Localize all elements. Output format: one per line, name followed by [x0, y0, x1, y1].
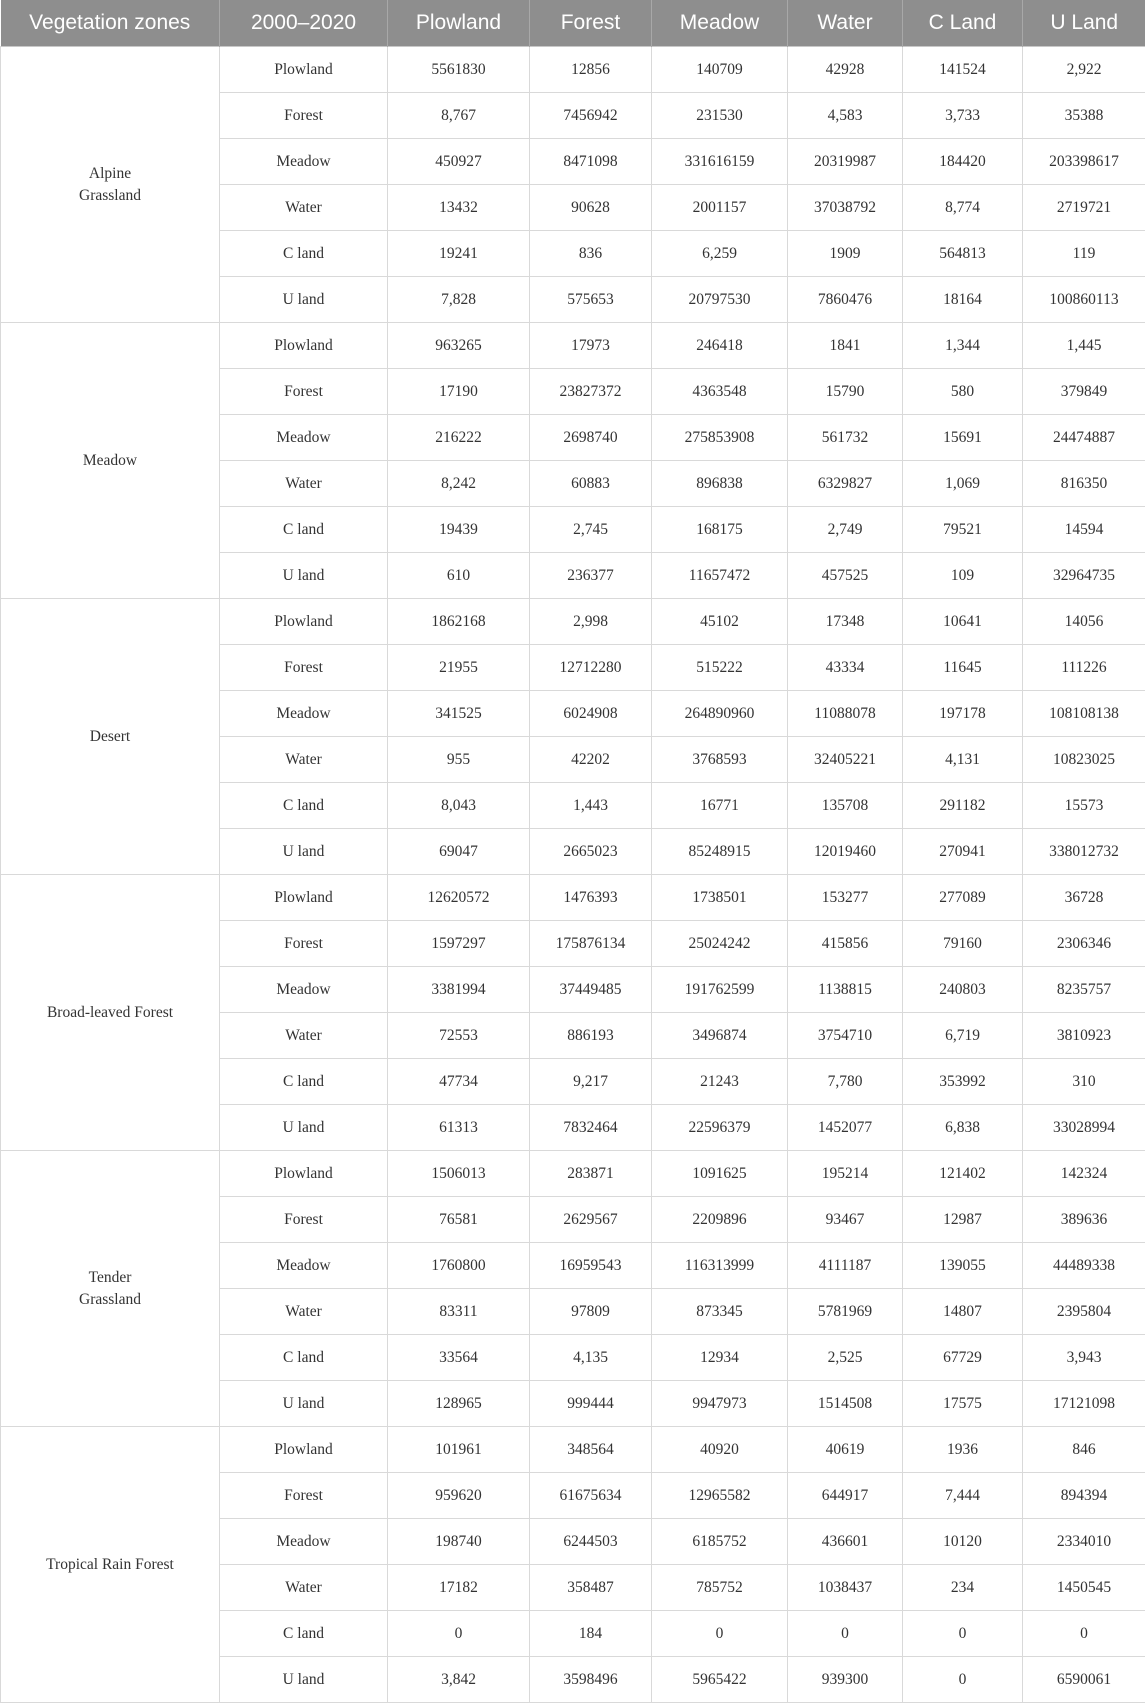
transition-value-cell: 846 — [1023, 1427, 1145, 1473]
source-land-type: C land — [220, 1059, 388, 1105]
source-land-type: Meadow — [220, 139, 388, 185]
transition-value-cell: 873345 — [652, 1289, 788, 1335]
source-land-type: Plowland — [220, 1151, 388, 1197]
transition-value-cell: 10120 — [903, 1519, 1023, 1565]
transition-value-cell: 2,998 — [530, 599, 652, 645]
transition-value-cell: 1760800 — [388, 1243, 530, 1289]
transition-value-cell: 1,344 — [903, 323, 1023, 369]
transition-value-cell: 2665023 — [530, 829, 652, 875]
transition-value-cell: 2,922 — [1023, 47, 1145, 93]
transition-value-cell: 236377 — [530, 553, 652, 599]
source-land-type: Forest — [220, 921, 388, 967]
transition-value-cell: 0 — [788, 1611, 903, 1657]
transition-value-cell: 246418 — [652, 323, 788, 369]
transition-value-cell: 9,217 — [530, 1059, 652, 1105]
source-land-type: U land — [220, 1105, 388, 1151]
transition-value-cell: 47734 — [388, 1059, 530, 1105]
transition-value-cell: 35388 — [1023, 93, 1145, 139]
transition-value-cell: 2698740 — [530, 415, 652, 461]
table-body — [1, 47, 1145, 1703]
transition-value-cell: 7456942 — [530, 93, 652, 139]
transition-value-cell: 17973 — [530, 323, 652, 369]
transition-value-cell: 6,838 — [903, 1105, 1023, 1151]
transition-value-cell: 23827372 — [530, 369, 652, 415]
transition-value-cell: 1138815 — [788, 967, 903, 1013]
transition-value-cell: 67729 — [903, 1335, 1023, 1381]
transition-value-cell: 0 — [652, 1611, 788, 1657]
source-land-type: C land — [220, 507, 388, 553]
transition-value-cell: 0 — [903, 1657, 1023, 1703]
transition-value-cell: 60883 — [530, 461, 652, 507]
transition-value-cell: 8471098 — [530, 139, 652, 185]
header-forest: Forest — [530, 0, 652, 47]
header-period: 2000–2020 — [220, 0, 388, 47]
header-plowland: Plowland — [388, 0, 530, 47]
transition-value-cell: 83311 — [388, 1289, 530, 1335]
transition-value-cell: 2,749 — [788, 507, 903, 553]
transition-value-cell: 234 — [903, 1565, 1023, 1611]
transition-value-cell: 5561830 — [388, 47, 530, 93]
transition-value-cell: 3,842 — [388, 1657, 530, 1703]
transition-value-cell: 1091625 — [652, 1151, 788, 1197]
transition-value-cell: 108108138 — [1023, 691, 1145, 737]
transition-value-cell: 277089 — [903, 875, 1023, 921]
transition-value-cell: 291182 — [903, 783, 1023, 829]
source-land-type: Water — [220, 1289, 388, 1335]
transition-value-cell: 2334010 — [1023, 1519, 1145, 1565]
transition-value-cell: 142324 — [1023, 1151, 1145, 1197]
transition-value-cell: 15790 — [788, 369, 903, 415]
transition-value-cell: 69047 — [388, 829, 530, 875]
transition-value-cell: 1,445 — [1023, 323, 1145, 369]
transition-value-cell: 119 — [1023, 231, 1145, 277]
source-land-type: Water — [220, 1565, 388, 1611]
transition-value-cell: 19439 — [388, 507, 530, 553]
transition-value-cell: 12934 — [652, 1335, 788, 1381]
transition-value-cell: 5781969 — [788, 1289, 903, 1335]
transition-value-cell: 564813 — [903, 231, 1023, 277]
source-land-type: Forest — [220, 1473, 388, 1519]
transition-value-cell: 61313 — [388, 1105, 530, 1151]
transition-value-cell: 1841 — [788, 323, 903, 369]
transition-value-cell: 999444 — [530, 1381, 652, 1427]
transition-value-cell: 450927 — [388, 139, 530, 185]
transition-value-cell: 43334 — [788, 645, 903, 691]
transition-value-cell: 1,069 — [903, 461, 1023, 507]
transition-value-cell: 4,131 — [903, 737, 1023, 783]
source-land-type: U land — [220, 1657, 388, 1703]
transition-value-cell: 4111187 — [788, 1243, 903, 1289]
source-land-type: C land — [220, 1611, 388, 1657]
transition-value-cell: 575653 — [530, 277, 652, 323]
transition-value-cell: 42928 — [788, 47, 903, 93]
transition-value-cell: 1597297 — [388, 921, 530, 967]
transition-value-cell: 331616159 — [652, 139, 788, 185]
transition-value-cell: 6590061 — [1023, 1657, 1145, 1703]
transition-value-cell: 140709 — [652, 47, 788, 93]
transition-value-cell: 1936 — [903, 1427, 1023, 1473]
table-header — [1, 0, 1145, 47]
source-land-type: Water — [220, 461, 388, 507]
transition-value-cell: 3754710 — [788, 1013, 903, 1059]
transition-value-cell: 379849 — [1023, 369, 1145, 415]
transition-value-cell: 17190 — [388, 369, 530, 415]
transition-value-cell: 11657472 — [652, 553, 788, 599]
transition-value-cell: 7,444 — [903, 1473, 1023, 1519]
vegetation-zone-label: Tender Grassland — [1, 1151, 220, 1427]
transition-value-cell: 100860113 — [1023, 277, 1145, 323]
source-land-type: C land — [220, 231, 388, 277]
transition-value-cell: 515222 — [652, 645, 788, 691]
source-land-type: U land — [220, 1381, 388, 1427]
transition-value-cell: 116313999 — [652, 1243, 788, 1289]
transition-value-cell: 11645 — [903, 645, 1023, 691]
transition-value-cell: 76581 — [388, 1197, 530, 1243]
table-row — [1, 1427, 1145, 1473]
transition-value-cell: 310 — [1023, 1059, 1145, 1105]
transition-value-cell: 17348 — [788, 599, 903, 645]
transition-value-cell: 36728 — [1023, 875, 1145, 921]
transition-value-cell: 896838 — [652, 461, 788, 507]
transition-value-cell: 283871 — [530, 1151, 652, 1197]
header-meadow: Meadow — [652, 0, 788, 47]
transition-value-cell: 18164 — [903, 277, 1023, 323]
transition-value-cell: 785752 — [652, 1565, 788, 1611]
source-land-type: Plowland — [220, 599, 388, 645]
source-land-type: U land — [220, 553, 388, 599]
transition-value-cell: 12856 — [530, 47, 652, 93]
transition-value-cell: 7860476 — [788, 277, 903, 323]
transition-value-cell: 338012732 — [1023, 829, 1145, 875]
transition-value-cell: 85248915 — [652, 829, 788, 875]
transition-value-cell: 231530 — [652, 93, 788, 139]
transition-value-cell: 61675634 — [530, 1473, 652, 1519]
table-row — [1, 47, 1145, 93]
source-land-type: C land — [220, 783, 388, 829]
source-land-type: Meadow — [220, 415, 388, 461]
vegetation-zone-label: Desert — [1, 599, 220, 875]
transition-value-cell: 2001157 — [652, 185, 788, 231]
table-row — [1, 875, 1145, 921]
transition-value-cell: 0 — [1023, 1611, 1145, 1657]
vegetation-zone-label: Meadow — [1, 323, 220, 599]
transition-value-cell: 37038792 — [788, 185, 903, 231]
source-land-type: Water — [220, 1013, 388, 1059]
transition-value-cell: 0 — [903, 1611, 1023, 1657]
transition-value-cell: 25024242 — [652, 921, 788, 967]
transition-value-cell: 457525 — [788, 553, 903, 599]
transition-value-cell: 33028994 — [1023, 1105, 1145, 1151]
transition-value-cell: 32964735 — [1023, 553, 1145, 599]
transition-value-cell: 353992 — [903, 1059, 1023, 1105]
transition-value-cell: 270941 — [903, 829, 1023, 875]
transition-value-cell: 8,767 — [388, 93, 530, 139]
transition-value-cell: 10823025 — [1023, 737, 1145, 783]
transition-value-cell: 141524 — [903, 47, 1023, 93]
transition-value-cell: 6244503 — [530, 1519, 652, 1565]
transition-value-cell: 3,943 — [1023, 1335, 1145, 1381]
vegetation-zone-label: Broad-leaved Forest — [1, 875, 220, 1151]
transition-value-cell: 580 — [903, 369, 1023, 415]
transition-value-cell: 101961 — [388, 1427, 530, 1473]
transition-value-cell: 886193 — [530, 1013, 652, 1059]
transition-value-cell: 7832464 — [530, 1105, 652, 1151]
transition-value-cell: 13432 — [388, 185, 530, 231]
transition-value-cell: 6329827 — [788, 461, 903, 507]
transition-value-cell: 16959543 — [530, 1243, 652, 1289]
transition-value-cell: 959620 — [388, 1473, 530, 1519]
source-land-type: Meadow — [220, 691, 388, 737]
transition-value-cell: 1476393 — [530, 875, 652, 921]
transition-value-cell: 15691 — [903, 415, 1023, 461]
transition-value-cell: 4,583 — [788, 93, 903, 139]
transition-value-cell: 1506013 — [388, 1151, 530, 1197]
transition-value-cell: 12019460 — [788, 829, 903, 875]
transition-value-cell: 111226 — [1023, 645, 1145, 691]
header-u-land: U Land — [1023, 0, 1145, 47]
transition-value-cell: 2,745 — [530, 507, 652, 553]
transition-value-cell: 7,780 — [788, 1059, 903, 1105]
source-land-type: Forest — [220, 1197, 388, 1243]
transition-value-cell: 15573 — [1023, 783, 1145, 829]
transition-value-cell: 12965582 — [652, 1473, 788, 1519]
transition-value-cell: 836 — [530, 231, 652, 277]
source-land-type: Water — [220, 185, 388, 231]
transition-value-cell: 3381994 — [388, 967, 530, 1013]
transition-value-cell: 8235757 — [1023, 967, 1145, 1013]
table-row — [1, 599, 1145, 645]
transition-value-cell: 1452077 — [788, 1105, 903, 1151]
transition-value-cell: 20319987 — [788, 139, 903, 185]
transition-value-cell: 6024908 — [530, 691, 652, 737]
transition-value-cell: 121402 — [903, 1151, 1023, 1197]
source-land-type: Plowland — [220, 1427, 388, 1473]
transition-value-cell: 436601 — [788, 1519, 903, 1565]
transition-value-cell: 32405221 — [788, 737, 903, 783]
transition-value-cell: 275853908 — [652, 415, 788, 461]
transition-value-cell: 17575 — [903, 1381, 1023, 1427]
transition-value-cell: 348564 — [530, 1427, 652, 1473]
transition-value-cell: 12987 — [903, 1197, 1023, 1243]
transition-value-cell: 415856 — [788, 921, 903, 967]
source-land-type: U land — [220, 829, 388, 875]
source-land-type: C land — [220, 1335, 388, 1381]
transition-value-cell: 1909 — [788, 231, 903, 277]
transition-value-cell: 3,733 — [903, 93, 1023, 139]
transition-value-cell: 40920 — [652, 1427, 788, 1473]
transition-value-cell: 45102 — [652, 599, 788, 645]
transition-value-cell: 191762599 — [652, 967, 788, 1013]
transition-value-cell: 2306346 — [1023, 921, 1145, 967]
source-land-type: Meadow — [220, 1243, 388, 1289]
transition-value-cell: 17182 — [388, 1565, 530, 1611]
transition-value-cell: 4,135 — [530, 1335, 652, 1381]
transition-value-cell: 198740 — [388, 1519, 530, 1565]
table-row — [1, 1151, 1145, 1197]
transition-value-cell: 14056 — [1023, 599, 1145, 645]
header-water: Water — [788, 0, 903, 47]
transition-value-cell: 17121098 — [1023, 1381, 1145, 1427]
source-land-type: Forest — [220, 93, 388, 139]
transition-value-cell: 21243 — [652, 1059, 788, 1105]
transition-value-cell: 128965 — [388, 1381, 530, 1427]
transition-value-cell: 3810923 — [1023, 1013, 1145, 1059]
source-land-type: Plowland — [220, 323, 388, 369]
source-land-type: Water — [220, 737, 388, 783]
transition-value-cell: 4363548 — [652, 369, 788, 415]
transition-value-cell: 955 — [388, 737, 530, 783]
transition-value-cell: 109 — [903, 553, 1023, 599]
transition-value-cell: 19241 — [388, 231, 530, 277]
transition-value-cell: 90628 — [530, 185, 652, 231]
transition-value-cell: 1,443 — [530, 783, 652, 829]
transition-value-cell: 203398617 — [1023, 139, 1145, 185]
transition-value-cell: 9947973 — [652, 1381, 788, 1427]
transition-value-cell: 1450545 — [1023, 1565, 1145, 1611]
transition-value-cell: 33564 — [388, 1335, 530, 1381]
transition-value-cell: 79521 — [903, 507, 1023, 553]
transition-value-cell: 216222 — [388, 415, 530, 461]
transition-value-cell: 97809 — [530, 1289, 652, 1335]
transition-value-cell: 11088078 — [788, 691, 903, 737]
transition-value-cell: 3598496 — [530, 1657, 652, 1703]
vegetation-zone-label: Alpine Grassland — [1, 47, 220, 323]
header-c-land: C Land — [903, 0, 1023, 47]
transition-value-cell: 2209896 — [652, 1197, 788, 1243]
transition-value-cell: 1038437 — [788, 1565, 903, 1611]
transition-value-cell: 14807 — [903, 1289, 1023, 1335]
transition-value-cell: 1862168 — [388, 599, 530, 645]
transition-value-cell: 6185752 — [652, 1519, 788, 1565]
transition-value-cell: 168175 — [652, 507, 788, 553]
transition-value-cell: 963265 — [388, 323, 530, 369]
transition-value-cell: 197178 — [903, 691, 1023, 737]
transition-value-cell: 264890960 — [652, 691, 788, 737]
transition-value-cell: 42202 — [530, 737, 652, 783]
source-land-type: Plowland — [220, 47, 388, 93]
transition-value-cell: 184 — [530, 1611, 652, 1657]
source-land-type: Forest — [220, 369, 388, 415]
transition-value-cell: 184420 — [903, 139, 1023, 185]
transition-value-cell: 1738501 — [652, 875, 788, 921]
transition-value-cell: 21955 — [388, 645, 530, 691]
transition-value-cell: 37449485 — [530, 967, 652, 1013]
transition-value-cell: 8,242 — [388, 461, 530, 507]
transition-value-cell: 644917 — [788, 1473, 903, 1519]
source-land-type: Meadow — [220, 967, 388, 1013]
table-row — [1, 323, 1145, 369]
transition-value-cell: 5965422 — [652, 1657, 788, 1703]
header-row — [1, 0, 1145, 47]
transition-value-cell: 3768593 — [652, 737, 788, 783]
transition-value-cell: 341525 — [388, 691, 530, 737]
transition-value-cell: 7,828 — [388, 277, 530, 323]
vegetation-zone-label: Tropical Rain Forest — [1, 1427, 220, 1703]
transition-value-cell: 22596379 — [652, 1105, 788, 1151]
transition-value-cell: 10641 — [903, 599, 1023, 645]
transition-value-cell: 8,043 — [388, 783, 530, 829]
transition-value-cell: 0 — [388, 1611, 530, 1657]
transition-value-cell: 894394 — [1023, 1473, 1145, 1519]
transition-value-cell: 2629567 — [530, 1197, 652, 1243]
transition-value-cell: 195214 — [788, 1151, 903, 1197]
transition-value-cell: 2719721 — [1023, 185, 1145, 231]
source-land-type: U land — [220, 277, 388, 323]
transition-value-cell: 816350 — [1023, 461, 1145, 507]
transition-value-cell: 79160 — [903, 921, 1023, 967]
transition-value-cell: 20797530 — [652, 277, 788, 323]
source-land-type: Plowland — [220, 875, 388, 921]
transition-value-cell: 1514508 — [788, 1381, 903, 1427]
transition-value-cell: 6,259 — [652, 231, 788, 277]
transition-value-cell: 240803 — [903, 967, 1023, 1013]
transition-value-cell: 12620572 — [388, 875, 530, 921]
transition-value-cell: 2395804 — [1023, 1289, 1145, 1335]
transition-value-cell: 16771 — [652, 783, 788, 829]
transition-value-cell: 24474887 — [1023, 415, 1145, 461]
transition-value-cell: 8,774 — [903, 185, 1023, 231]
source-land-type: Meadow — [220, 1519, 388, 1565]
transition-value-cell: 44489338 — [1023, 1243, 1145, 1289]
transition-value-cell: 2,525 — [788, 1335, 903, 1381]
transition-value-cell: 139055 — [903, 1243, 1023, 1289]
transition-value-cell: 610 — [388, 553, 530, 599]
transition-value-cell: 6,719 — [903, 1013, 1023, 1059]
transition-value-cell: 72553 — [388, 1013, 530, 1059]
transition-value-cell: 3496874 — [652, 1013, 788, 1059]
transition-value-cell: 93467 — [788, 1197, 903, 1243]
transition-value-cell: 939300 — [788, 1657, 903, 1703]
transition-value-cell: 561732 — [788, 415, 903, 461]
transition-value-cell: 14594 — [1023, 507, 1145, 553]
source-land-type: Forest — [220, 645, 388, 691]
header-vegetation-zones: Vegetation zones — [1, 0, 220, 47]
transition-value-cell: 135708 — [788, 783, 903, 829]
transition-value-cell: 389636 — [1023, 1197, 1145, 1243]
transition-value-cell: 40619 — [788, 1427, 903, 1473]
transition-value-cell: 12712280 — [530, 645, 652, 691]
transition-value-cell: 358487 — [530, 1565, 652, 1611]
transition-value-cell: 153277 — [788, 875, 903, 921]
transition-value-cell: 175876134 — [530, 921, 652, 967]
